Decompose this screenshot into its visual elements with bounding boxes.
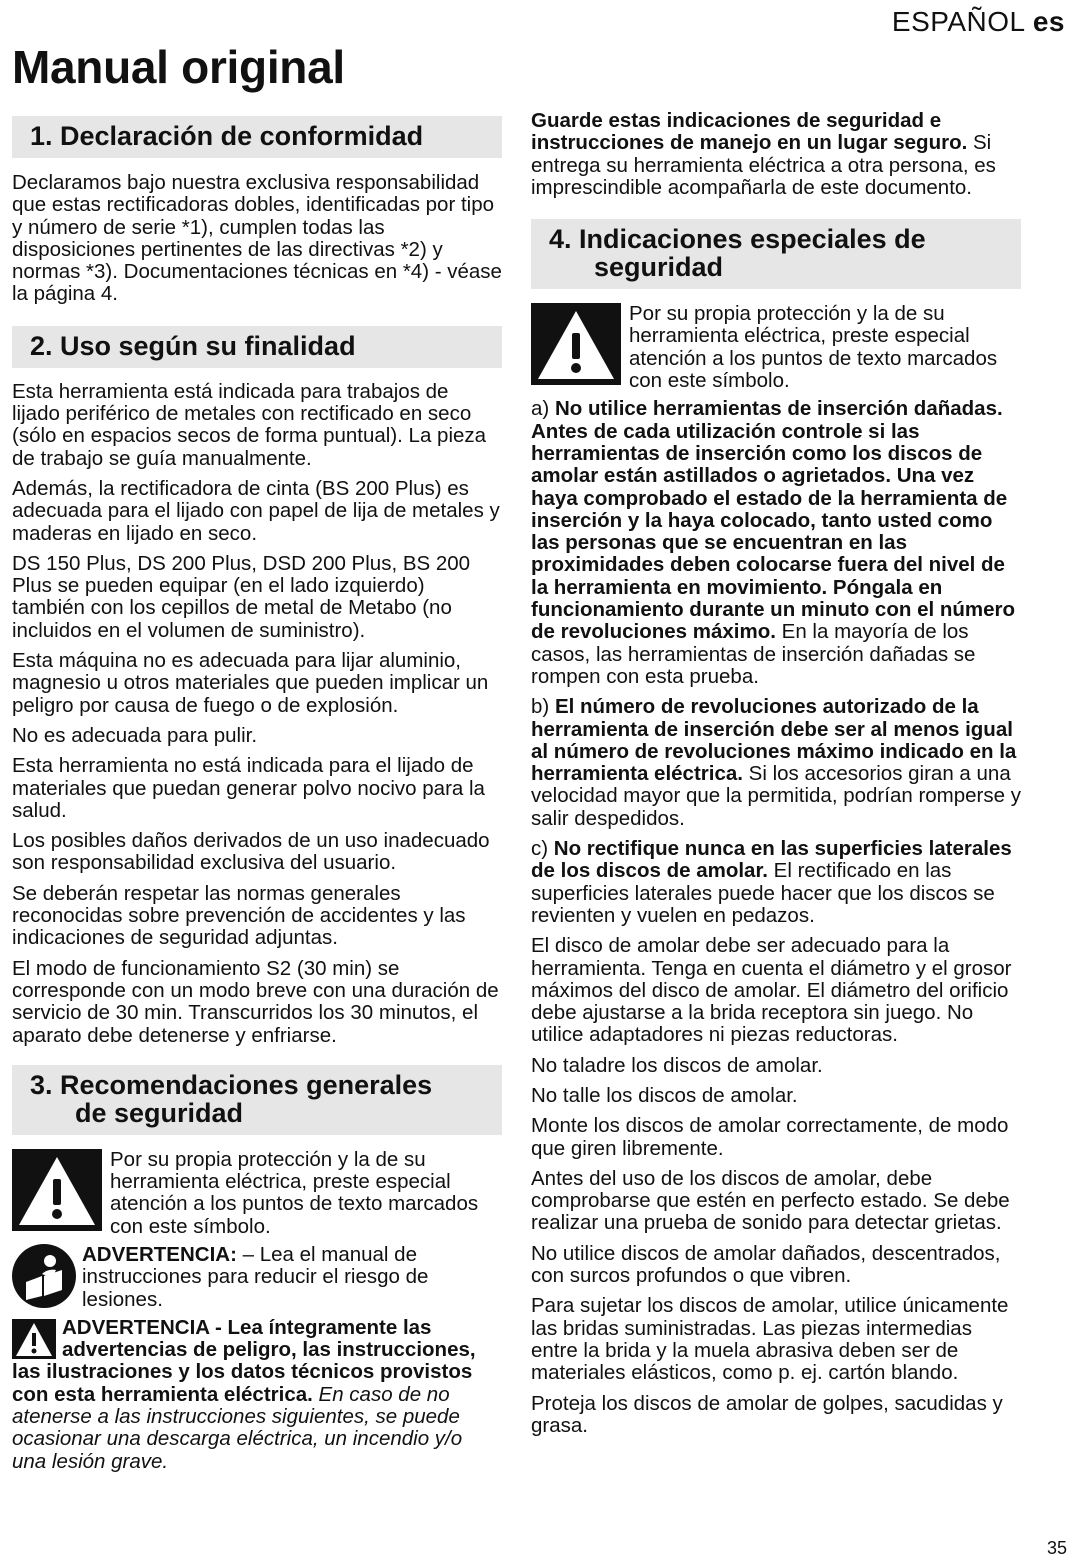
section-4-heading-line2: seguridad bbox=[594, 252, 724, 283]
page-title: Manual original bbox=[12, 41, 345, 93]
item-c bbox=[531, 838, 1021, 927]
section-2-paragraph: Los posibles daños derivados de un uso inadecuado son responsabilidad exclusiva del usuario. bbox=[12, 829, 490, 875]
section-4-paragraph: No talle los discos de amolar. bbox=[531, 1083, 798, 1107]
section-4-paragraph: Antes del uso de los discos de amolar, debe comprobarse que estén en perfecto estado. Se debe realizar una prueba de sonido para detectar grietas. bbox=[531, 1166, 1010, 1235]
item-a-bold: No utilice herramientas de inserción dañadas. Antes de cada utilización controle si las herramientas de inserción como los discos de amolar están astillados o agrietados. Una vez haya comprobado el estado de la herramienta de inserción y la haya colocado, tanto usted como las personas que se encuentran en las proximidades deben colocarse fuera del nivel de la herramienta en movimiento. Póngala en funcionamiento durante un minuto con el número de revoluciones máximo. bbox=[531, 397, 1016, 644]
section-2-paragraph: El modo de funcionamiento S2 (30 min) se corresponde con un modo breve con una duración de servicio de 30 min. Transcurridos los 30 minutos, el aparato debe detenerse y enfriarse. bbox=[12, 956, 499, 1047]
section-3-heading bbox=[12, 1065, 502, 1135]
item-c-prefix: c) bbox=[531, 837, 554, 861]
symbol-note-row bbox=[531, 303, 1021, 392]
section-1-text: Declaramos bajo nuestra exclusiva responsabilidad que estas rectificadoras dobles, identificadas por tipo y número de serie *1), cumplen todas las disposiciones pertinentes de las directivas *2) y normas *3). Documentaciones técnicas en *4) - véase la página 4. bbox=[12, 171, 502, 306]
read-manual-icon bbox=[12, 1244, 76, 1308]
item-a-text: En la mayoría de los casos, las herramientas de inserción dañadas se rompen con esta prueba. bbox=[531, 620, 976, 688]
language-name: ESPAÑOL bbox=[891, 6, 1025, 37]
section-2-paragraph: Esta herramienta está indicada para trabajos de lijado periférico de metales con rectificado en seco (sólo en espacios secos de forma puntual). La pieza de trabajo se guía manualmente. bbox=[12, 379, 487, 470]
section-2-paragraph: Esta herramienta no está indicada para el lijado de materiales que puedan generar polvo nocivo para la salud. bbox=[12, 754, 485, 822]
warning-triangle-icon bbox=[531, 303, 621, 385]
section-2-paragraph: Se deberán respetar las normas generales reconocidas sobre prevención de accidentes y las indicaciones de seguridad adjuntas. bbox=[12, 881, 466, 950]
warning-full bbox=[12, 1317, 502, 1473]
warning-triangle-icon bbox=[12, 1149, 102, 1231]
section-3-symbol-note: Por su propia protección y la de su herramienta eléctrica, preste especial atención a los puntos de texto marcados con este símbolo. bbox=[110, 1147, 479, 1238]
warning-label: ADVERTENCIA: bbox=[82, 1242, 237, 1266]
warning-text: – Lea el manual de instrucciones para reducir el riesgo de lesiones. bbox=[82, 1242, 429, 1311]
section-2-body bbox=[12, 381, 502, 1047]
right-column bbox=[531, 110, 1021, 1445]
item-b-text: Si los accesorios giran a una velocidad mayor que la permitida, podrían romperse y salir despedidos. bbox=[531, 762, 1021, 830]
keep-instructions-bold: Guarde estas indicaciones de seguridad e instrucciones de manejo en un lugar seguro. bbox=[531, 109, 968, 155]
section-1-heading: 1. Declaración de conformidad bbox=[12, 116, 502, 158]
section-4-paragraph: No taladre los discos de amolar. bbox=[531, 1053, 823, 1077]
section-2-paragraph: No es adecuada para pulir. bbox=[12, 723, 258, 747]
section-4-paragraph: Monte los discos de amolar correctamente, de modo que giren libremente. bbox=[531, 1114, 1009, 1160]
item-c-text: El rectificado en las superficies laterales puede hacer que los discos se revienten y vuelen en pedazos. bbox=[531, 859, 995, 927]
item-b-bold: El número de revoluciones autorizado de la herramienta de inserción debe ser al menos igual al número de revoluciones máximo indicado en la herramienta eléctrica. bbox=[531, 695, 1017, 786]
section-4-symbol-note: Por su propia protección y la de su herramienta eléctrica, preste especial atención a los puntos de texto marcados con este símbolo. bbox=[629, 302, 998, 393]
section-4-paragraph: No utilice discos de amolar dañados, descentrados, con surcos profundos o que vibren. bbox=[531, 1241, 1001, 1288]
left-column bbox=[12, 110, 502, 1481]
item-b-prefix: b) bbox=[531, 695, 555, 719]
warning-bold-text: ADVERTENCIA - Lea íntegramente las advertencias de peligro, las instrucciones, las ilustraciones y los datos técnicos provistos con esta herramienta eléctrica. bbox=[12, 1315, 476, 1406]
symbol-note-row bbox=[12, 1149, 502, 1238]
section-4-paragraph: Proteja los discos de amolar de golpes, sacudidas y grasa. bbox=[531, 1391, 1003, 1437]
section-2-paragraph: Esta máquina no es adecuada para lijar aluminio, magnesio u otros materiales que pueden implicar un peligro por causa de fuego o de explosión. bbox=[12, 649, 489, 717]
section-3-heading-line2: de seguridad bbox=[75, 1097, 244, 1128]
section-3-heading-line1: 3. Recomendaciones generales bbox=[30, 1069, 433, 1100]
page-number: 35 bbox=[1046, 1538, 1067, 1558]
section-4-heading bbox=[531, 219, 1021, 289]
read-manual-row bbox=[12, 1244, 502, 1311]
item-a bbox=[531, 398, 1021, 688]
warning-triangle-small-icon bbox=[12, 1319, 56, 1359]
language-code: es bbox=[1032, 6, 1065, 37]
section-4-heading-line1: 4. Indicaciones especiales de bbox=[549, 224, 926, 255]
item-c-bold: No rectifique nunca en las superficies laterales de los discos de amolar. bbox=[531, 837, 1012, 883]
keep-instructions-text: Si entrega su herramienta eléctrica a otra persona, es imprescindible acompañarla de este documento. bbox=[531, 131, 996, 199]
language-indicator bbox=[892, 6, 1065, 38]
section-2-paragraph: Además, la rectificadora de cinta (BS 200 Plus) es adecuada para el lijado con papel de lija de metales y maderas en lijado en seco. bbox=[12, 476, 500, 545]
warning-italic-text: En caso de no atenerse a las instrucciones siguientes, se puede ocasionar una descarga eléctrica, un incendio y/o una lesión grave. bbox=[12, 1382, 463, 1473]
item-b bbox=[531, 696, 1021, 830]
section-2-paragraph: DS 150 Plus, DS 200 Plus, DSD 200 Plus, BS 200 Plus se pueden equipar (en el lado izquierdo) también con los cepillos de metal de Metabo (no incluidos en el volumen de suministro). bbox=[12, 551, 471, 642]
section-4-paragraph: El disco de amolar debe ser adecuado para la herramienta. Tenga en cuenta el diámetro y el grosor máximos del disco de amolar. El diámetro del orificio debe ajustarse a la brida receptora sin juego. No utilice adaptadores ni piezas reductoras. bbox=[531, 934, 1012, 1047]
warning-read-manual bbox=[82, 1244, 502, 1311]
section-2-heading: 2. Uso según su finalidad bbox=[12, 326, 502, 368]
section-4-paragraph: Para sujetar los discos de amolar, utilice únicamente las bridas suministradas. Las piezas intermedias entre la brida y la muela abrasiva deben ser de materiales elásticos, como p. ej. cartón blando. bbox=[531, 1294, 1009, 1385]
keep-instructions bbox=[531, 110, 1021, 199]
item-a-prefix: a) bbox=[531, 397, 555, 421]
